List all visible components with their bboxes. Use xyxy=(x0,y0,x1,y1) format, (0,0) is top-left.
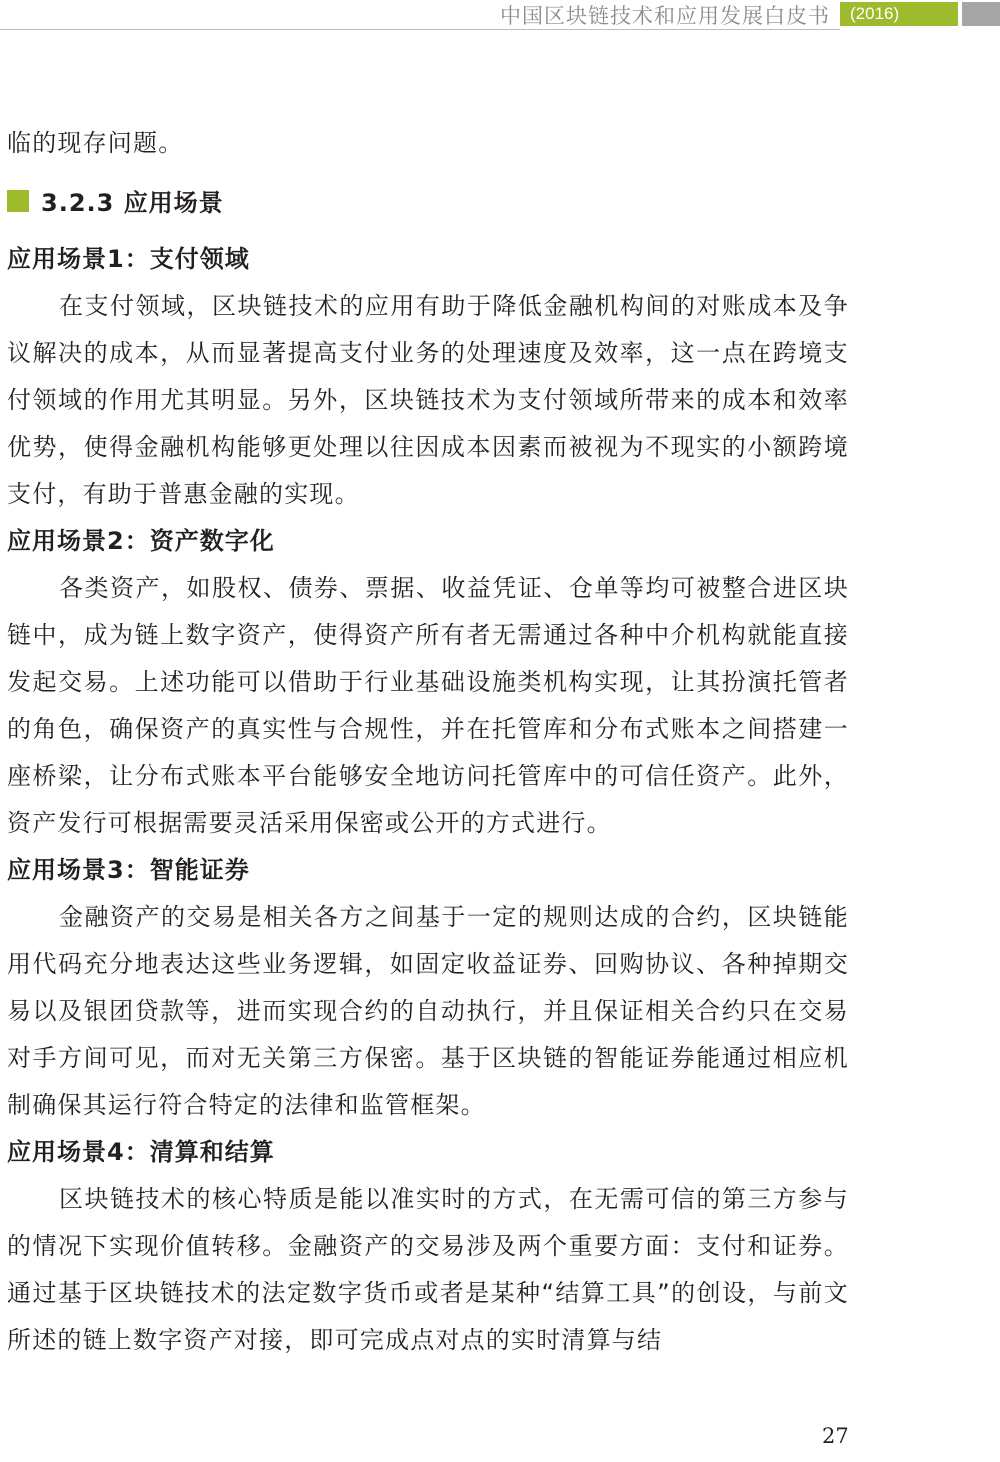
page-number: 27 xyxy=(822,1424,849,1448)
page-content xyxy=(7,120,849,1364)
section-heading xyxy=(7,177,849,224)
header-year-badge: (2016) xyxy=(840,2,958,26)
scenario-1-heading: 应用场景1：支付领域 xyxy=(7,245,250,273)
scenario-3-heading: 应用场景3：智能证券 xyxy=(7,856,250,884)
intro-tail-paragraph: 临的现存问题。 xyxy=(7,129,184,157)
scenario-2-body: 各类资产，如股权、债券、票据、收益凭证、仓单等均可被整合进区块链中，成为链上数字资产，使得资产所有者无需通过各种中介机构就能直接发起交易。上述功能可以借助于行业基础设施类机构实现，让其扮演托管者的角色，确保资产的真实性与合规性，并在托管库和分布式账本之间搭建一座桥梁，让分布式账本平台能够安全地访问托管库中的可信任资产。此外，资产发行可根据需要灵活采用保密或公开的方式进行。 xyxy=(7,574,849,837)
header-title: 中国区块链技术和应用发展白皮书 xyxy=(500,4,830,28)
scenario-1-body: 在支付领域，区块链技术的应用有助于降低金融机构间的对账成本及争议解决的成本，从而显著提高支付业务的处理速度及效率，这一点在跨境支付领域的作用尤其明显。另外，区块链技术为支付领域所带来的成本和效率优势，使得金融机构能够更处理以往因成本因素而被视为不现实的小额跨境支付，有助于普惠金融的实现。 xyxy=(7,292,849,508)
scenario-3-body: 金融资产的交易是相关各方之间基于一定的规则达成的合约，区块链能用代码充分地表达这些业务逻辑，如固定收益证券、回购协议、各种掉期交易以及银团贷款等，进而实现合约的自动执行，并且保证相关合约只在交易对手方间可见，而对无关第三方保密。基于区块链的智能证券能通过相应机制确保其运行符合特定的法律和监管框架。 xyxy=(7,903,849,1119)
page-header xyxy=(0,0,1000,32)
scenario-4-heading: 应用场景4：清算和结算 xyxy=(7,1138,275,1166)
section-title: 3.2.3 应用场景 xyxy=(41,189,224,217)
header-rule xyxy=(0,29,840,30)
header-gray-block xyxy=(962,2,1000,26)
scenario-4-body: 区块链技术的核心特质是能以准实时的方式，在无需可信的第三方参与的情况下实现价值转移。金融资产的交易涉及两个重要方面：支付和证券。通过基于区块链技术的法定数字货币或者是某种“结算工具”的创设，与前文所述的链上数字资产对接，即可完成点对点的实时清算与结 xyxy=(7,1185,849,1354)
section-bullet-square-icon xyxy=(7,190,29,212)
scenario-2-heading: 应用场景2：资产数字化 xyxy=(7,527,275,555)
